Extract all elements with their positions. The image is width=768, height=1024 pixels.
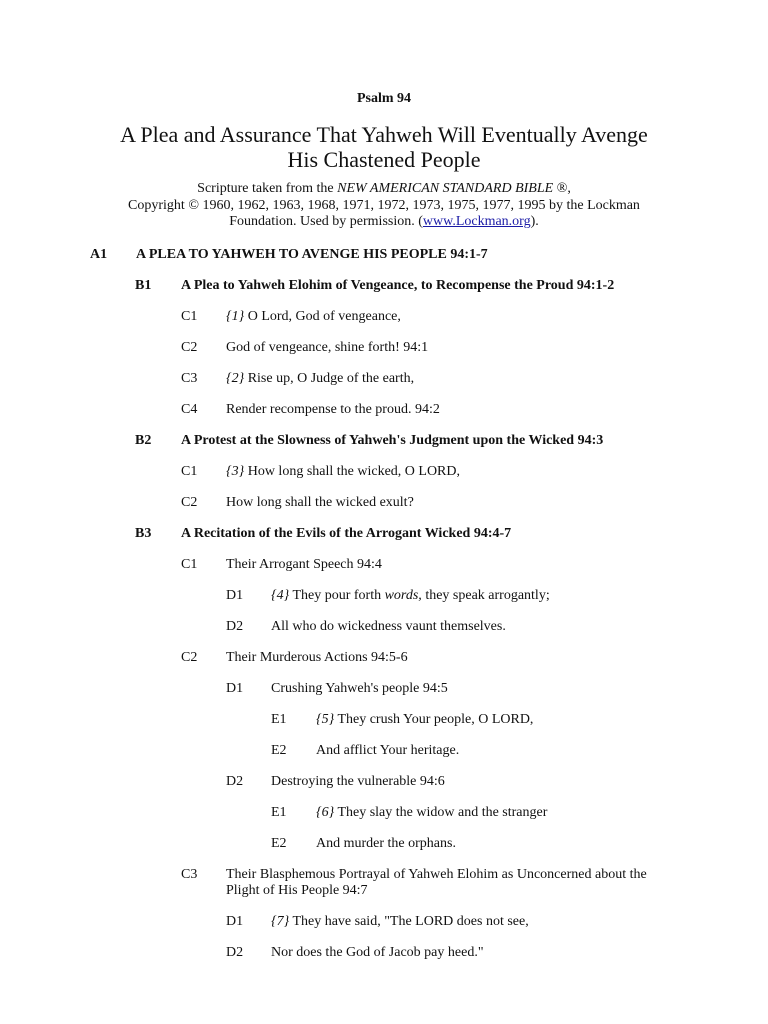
outline-label: C2 (181, 495, 198, 510)
verse-number: {7} (271, 914, 290, 929)
psalm-heading: Psalm 94 (356, 91, 412, 106)
outline-text: And murder the orphans. (316, 836, 456, 851)
copyright-line-1: Scripture taken from the NEW AMERICAN STANDARD BIBLE ®, (197, 181, 571, 196)
outline-text: Crushing Yahweh's people 94:5 (271, 681, 448, 696)
outline-text: Render recompense to the proud. 94:2 (226, 402, 440, 417)
outline-label: A1 (90, 247, 108, 262)
outline-label: E1 (271, 712, 287, 727)
outline-label: C4 (181, 402, 198, 417)
outline-text: A Recitation of the Evils of the Arrogant Wicked 94:4-7 (181, 526, 512, 541)
outline-text: Their Arrogant Speech 94:4 (226, 557, 382, 572)
verse-number: {5} (316, 712, 335, 727)
title-line-2: His Chastened People (287, 147, 481, 172)
outline-label: B2 (135, 433, 152, 448)
outline-label: D1 (226, 914, 244, 929)
outline-text: A Plea to Yahweh Elohim of Vengeance, to Recompense the Proud 94:1-2 (181, 278, 615, 293)
bible-name: NEW AMERICAN STANDARD BIBLE (337, 181, 554, 196)
outline-text: Their Blasphemous Portrayal of Yahweh Elohim as Unconcerned about the Plight of His People 94:7 (226, 867, 647, 898)
outline-text: Nor does the God of Jacob pay heed." (271, 945, 484, 960)
outline-text: {3} How long shall the wicked, O LORD, (226, 464, 461, 479)
verse-number: {2} (226, 371, 245, 386)
outline-text: All who do wickedness vaunt themselves. (271, 619, 506, 634)
outline-text: God of vengeance, shine forth! 94:1 (226, 340, 429, 355)
outline-label: E2 (271, 743, 287, 758)
outline-text: A Protest at the Slowness of Yahweh's Judgment upon the Wicked 94:3 (181, 433, 604, 448)
outline-text: {1} O Lord, God of vengeance, (226, 309, 401, 324)
outline-label: D1 (226, 588, 244, 603)
outline-text: {7} They have said, "The LORD does not see, (271, 914, 529, 929)
outline-text: {5} They crush Your people, O LORD, (316, 712, 534, 727)
outline-text: Destroying the vulnerable 94:6 (271, 774, 445, 789)
outline-label: C2 (181, 650, 198, 665)
outline-label: C2 (181, 340, 198, 355)
verse-number: {3} (226, 464, 245, 479)
title-line-1: A Plea and Assurance That Yahweh Will Eventually Avenge (120, 122, 648, 147)
outline-label: E1 (271, 805, 287, 820)
outline-label: C1 (181, 464, 198, 479)
outline-text: And afflict Your heritage. (316, 743, 460, 758)
verse-number: {6} (316, 805, 335, 820)
outline-label: C3 (181, 371, 198, 386)
outline-label: C3 (181, 867, 198, 882)
outline-label: D2 (226, 619, 244, 634)
outline-text: A PLEA TO YAHWEH TO AVENGE HIS PEOPLE 94:1-7 (136, 247, 488, 262)
outline-label: C1 (181, 309, 198, 324)
outline-label: C1 (181, 557, 198, 572)
outline-label: B3 (135, 526, 152, 541)
outline-label: B1 (135, 278, 152, 293)
outline-label: D2 (226, 945, 244, 960)
copyright-notice (90, 181, 678, 231)
outline-text: How long shall the wicked exult? (226, 495, 414, 510)
verse-number: {1} (226, 309, 245, 324)
outline-label: D2 (226, 774, 244, 789)
outline-label: D1 (226, 681, 244, 696)
emphasis-word: words, (384, 588, 422, 603)
page-title (0, 122, 768, 172)
outline-text: Their Murderous Actions 94:5-6 (226, 650, 408, 665)
lockman-link[interactable]: www.Lockman.org (422, 214, 531, 229)
copyright-line-3: Foundation. Used by permission. (www.Lockman.org). (229, 214, 539, 229)
verse-number: {4} (271, 588, 290, 603)
outline-label: E2 (271, 836, 287, 851)
outline-text: {4} They pour forth words, they speak arrogantly; (271, 588, 550, 603)
copyright-line-2: Copyright © 1960, 1962, 1963, 1968, 1971, 1972, 1973, 1975, 1977, 1995 by the Lockman (128, 197, 640, 213)
outline-text: {2} Rise up, O Judge of the earth, (226, 371, 415, 386)
outline-text: {6} They slay the widow and the stranger (316, 805, 548, 820)
